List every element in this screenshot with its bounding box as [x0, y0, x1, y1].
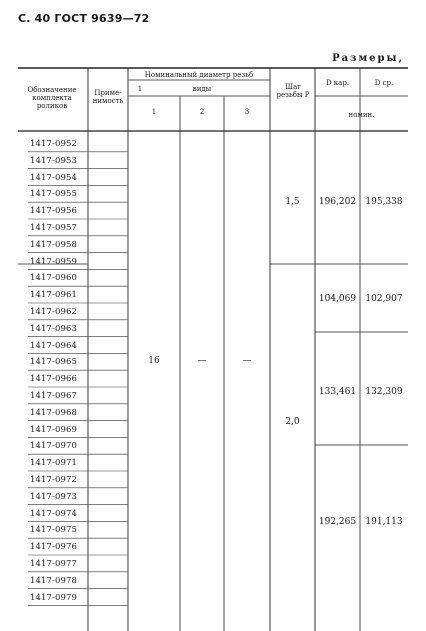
row-designation: 1417-0979 [30, 592, 78, 603]
diameter-1-value: 16 [148, 356, 160, 366]
diameter-3-value: — [242, 356, 252, 366]
pitch-header: Шаг резьбы P [276, 83, 310, 99]
col-3-header: 3 [244, 108, 250, 116]
dcar-value-1: 196,202 [318, 197, 357, 207]
row-designation: 1417-0963 [30, 323, 78, 334]
dsr-value-3: 132,309 [365, 387, 403, 397]
row-designation: 1417-0971 [30, 458, 78, 469]
row-designation: 1417-0967 [30, 391, 78, 401]
row-designation: 1417-0975 [30, 525, 78, 536]
row-designation: 1417-0972 [30, 475, 78, 485]
dcar-value-4: 192,265 [318, 517, 357, 527]
dcar-value-3: 133,461 [318, 387, 357, 397]
designation-header: Обозначение комплекта роликов [27, 86, 77, 110]
row-designation: 1417-0953 [30, 155, 78, 166]
page-header: С. 40 ГОСТ 9639—72 [18, 12, 150, 25]
row-designation: 1417-0952 [30, 139, 78, 149]
nominal-header: номин. [348, 111, 375, 119]
row-designation: 1417-0958 [30, 239, 78, 250]
row-designation: 1417-0968 [30, 407, 78, 418]
row-designation: 1417-0964 [30, 340, 78, 351]
row-designation: 1417-0969 [30, 424, 78, 435]
views-label: виды [192, 85, 212, 93]
row-designation: 1417-0966 [30, 374, 78, 385]
sizes-label: Размеры, [332, 53, 404, 64]
row-designation: 1417-0961 [30, 290, 78, 301]
dcar-value-2: 104,069 [318, 294, 357, 304]
col-1-header: 1 [151, 108, 157, 116]
row-designation: 1417-0960 [30, 273, 78, 284]
row-designation: 1417-0956 [30, 206, 78, 217]
row-designation: 1417-0974 [30, 508, 78, 519]
row-designation: 1417-0977 [30, 559, 78, 569]
col-2-header: 2 [199, 108, 205, 116]
row-designation: 1417-0970 [30, 441, 78, 452]
row-designation: 1417-0965 [30, 357, 78, 368]
views-1-label: 1 [137, 85, 143, 93]
row-designation: 1417-0976 [30, 542, 78, 553]
pitch-group-1: 1,5 [285, 197, 300, 207]
d-sr-header: D ср. [374, 79, 394, 87]
dsr-value-2: 102,907 [365, 294, 403, 304]
nominal-diameter-header: Номинальный диаметр резьб [144, 71, 254, 79]
dsr-value-1: 195,338 [365, 197, 403, 207]
diameter-2-value: — [197, 356, 207, 366]
row-designation: 1417-0973 [30, 491, 78, 502]
application-header: Приме-нимость [92, 89, 124, 105]
row-designation: 1417-0978 [30, 575, 78, 586]
dsr-value-4: 191,113 [365, 517, 403, 527]
row-designation: 1417-0959 [30, 256, 78, 267]
row-designation: 1417-0962 [30, 307, 78, 317]
row-designation: 1417-0955 [30, 189, 78, 200]
row-designation: 1417-0954 [30, 172, 78, 183]
pitch-group-2: 2,0 [285, 417, 300, 427]
d-car-header: D кар. [325, 79, 350, 87]
row-designation: 1417-0957 [30, 223, 78, 233]
